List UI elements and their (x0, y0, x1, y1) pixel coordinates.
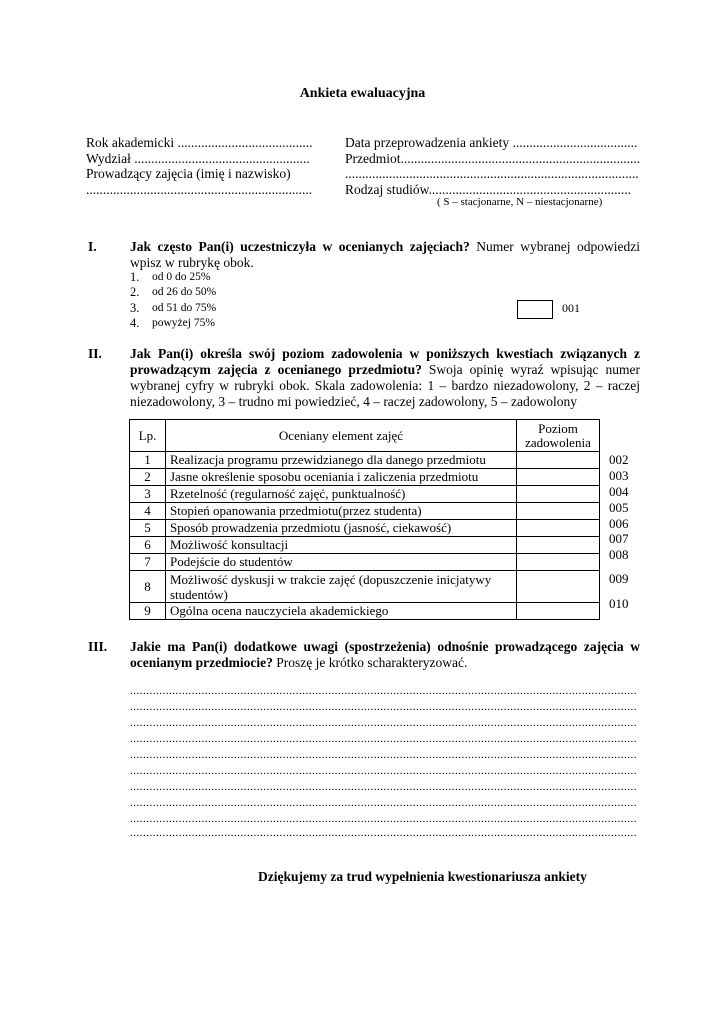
table-row (130, 537, 600, 554)
q1-opt3-num: 3. (130, 301, 140, 315)
row-code: 007 (609, 531, 629, 546)
table-row (130, 452, 600, 469)
q1-opt1: od 0 do 25% (152, 271, 211, 283)
row-lp: 8 (130, 571, 166, 603)
table-row (130, 486, 600, 503)
q1-text (130, 239, 640, 271)
table-row (130, 503, 600, 520)
q1-opt4: powyżej 75% (152, 317, 215, 329)
answer-line[interactable]: ............................................................................................................................................................ (130, 701, 637, 713)
wydzial-field[interactable]: Wydział .................................................... (86, 151, 310, 166)
q1-opt4-num: 4. (130, 316, 140, 330)
table-row (130, 554, 600, 571)
table-row (130, 520, 600, 537)
row-lp: 7 (130, 554, 166, 571)
row-code: 005 (609, 500, 629, 515)
q3-text (130, 639, 640, 671)
table-row (130, 603, 600, 620)
row-code: 010 (609, 596, 629, 611)
row-lp: 4 (130, 503, 166, 520)
prowadzacy-label: Prowadzący zajęcia (imię i nazwisko) (86, 166, 291, 181)
rok-akademicki-field[interactable]: Rok akademicki ........................................ (86, 135, 313, 150)
row-code: 002 (609, 452, 629, 467)
q1-number: I. (88, 239, 97, 254)
q1-opt2: od 26 do 50% (152, 286, 217, 298)
row-element: Podejście do studentów (166, 554, 517, 571)
answer-line[interactable]: ............................................................................................................................................................ (130, 749, 637, 761)
row-element: Realizacja programu przewidzianego dla danego przedmiotu (166, 452, 517, 469)
col-lp: Lp. (130, 420, 166, 452)
answer-line[interactable]: ............................................................................................................................................................ (130, 797, 637, 809)
answer-line[interactable]: ............................................................................................................................................................ (130, 717, 637, 729)
row-lp: 3 (130, 486, 166, 503)
rodzaj-hint: ( S – stacjonarne, N – niestacjonarne) (437, 196, 603, 208)
row-element: Możliwość dyskusji w trakcie zajęć (dopuszczenie inicjatywy studentów) (166, 571, 517, 603)
row-element: Rzetelność (regularność zajęć, punktualność) (166, 486, 517, 503)
q3-number: III. (88, 639, 108, 654)
answer-line[interactable]: ............................................................................................................................................................ (130, 733, 637, 745)
row-level-input[interactable] (517, 469, 600, 486)
thanks-note: Dziękujemy za trud wypełnienia kwestionariusza ankiety (258, 869, 587, 884)
przedmiot-field[interactable]: Przedmiot....................................................................... (345, 151, 641, 166)
row-element: Możliwość konsultacji (166, 537, 517, 554)
row-level-input[interactable] (517, 452, 600, 469)
rodzaj-studiow-field[interactable]: Rodzaj studiów............................................................ (345, 182, 631, 197)
table-row (130, 571, 600, 603)
answer-line[interactable]: ............................................................................................................................................................ (130, 813, 637, 825)
row-code: 004 (609, 484, 629, 499)
q2-rest: Swoja opinię wyraź wpisując numer wybranej cyfry w rubryki obok. Skala zadowolenia: 1 – bardzo niezadowolony, 2 – raczej niezadowolony, 3 – trudno mi powiedzieć, 4 – raczej zadowolony, 5 – zadowolony (130, 362, 640, 409)
q2-number: II. (88, 346, 102, 361)
row-code: 008 (609, 547, 629, 562)
row-level-input[interactable] (517, 537, 600, 554)
row-element: Ogólna ocena nauczyciela akademickiego (166, 603, 517, 620)
row-code: 003 (609, 468, 629, 483)
row-lp: 1 (130, 452, 166, 469)
col-element: Oceniany element zajęć (166, 420, 517, 452)
przedmiot-line[interactable]: ....................................................................................... (345, 166, 639, 181)
q1-opt1-num: 1. (130, 270, 140, 284)
row-level-input[interactable] (517, 486, 600, 503)
q1-opt3: od 51 do 75% (152, 302, 217, 314)
row-code: 009 (609, 571, 629, 586)
row-element: Jasne określenie sposobu oceniania i zaliczenia przedmiotu (166, 469, 517, 486)
prowadzacy-field[interactable]: ................................................................... (86, 182, 313, 197)
q2-bold: Jak Pan(i) określa swój poziom zadowolenia w poniższych kwestiach związanych z prowadzącym zajęcia z ocenianego przedmiotu? (130, 346, 640, 377)
data-ankiety-field[interactable]: Data przeprowadzenia ankiety ..................................... (345, 135, 638, 150)
row-lp: 6 (130, 537, 166, 554)
row-code: 006 (609, 516, 629, 531)
q1-rest: Numer wybranej odpowiedzi wpisz w rubrykę obok. (130, 239, 641, 270)
row-lp: 9 (130, 603, 166, 620)
row-level-input[interactable] (517, 503, 600, 520)
table-row (130, 469, 600, 486)
answer-line[interactable]: ............................................................................................................................................................ (130, 827, 637, 839)
satisfaction-table (129, 419, 600, 620)
q1-code: 001 (562, 301, 580, 315)
row-lp: 2 (130, 469, 166, 486)
answer-line[interactable]: ............................................................................................................................................................ (130, 781, 637, 793)
answer-line[interactable]: ............................................................................................................................................................ (130, 765, 637, 777)
q3-rest: Proszę je krótko scharakteryzować. (272, 655, 468, 670)
row-level-input[interactable] (517, 571, 600, 603)
q1-opt2-num: 2. (130, 285, 140, 299)
q1-answer-box[interactable] (517, 300, 553, 319)
q1-bold: Jak często Pan(i) uczestniczyła w ocenianych zajęciach? (130, 239, 470, 254)
row-level-input[interactable] (517, 520, 600, 537)
page-title: Ankieta ewaluacyjna (299, 86, 426, 101)
row-level-input[interactable] (517, 554, 600, 571)
q2-text (130, 346, 640, 410)
col-level: Poziom zadowolenia (517, 420, 600, 452)
q3-bold: Jakie ma Pan(i) dodatkowe uwagi (spostrzeżenia) odnośnie prowadzącego zajęcia w ocenianym przedmiocie? (130, 639, 640, 670)
answer-line[interactable]: ............................................................................................................................................................ (130, 685, 637, 697)
row-lp: 5 (130, 520, 166, 537)
row-element: Sposób prowadzenia przedmiotu (jasność, ciekawość) (166, 520, 517, 537)
row-level-input[interactable] (517, 603, 600, 620)
row-element: Stopień opanowania przedmiotu(przez studenta) (166, 503, 517, 520)
